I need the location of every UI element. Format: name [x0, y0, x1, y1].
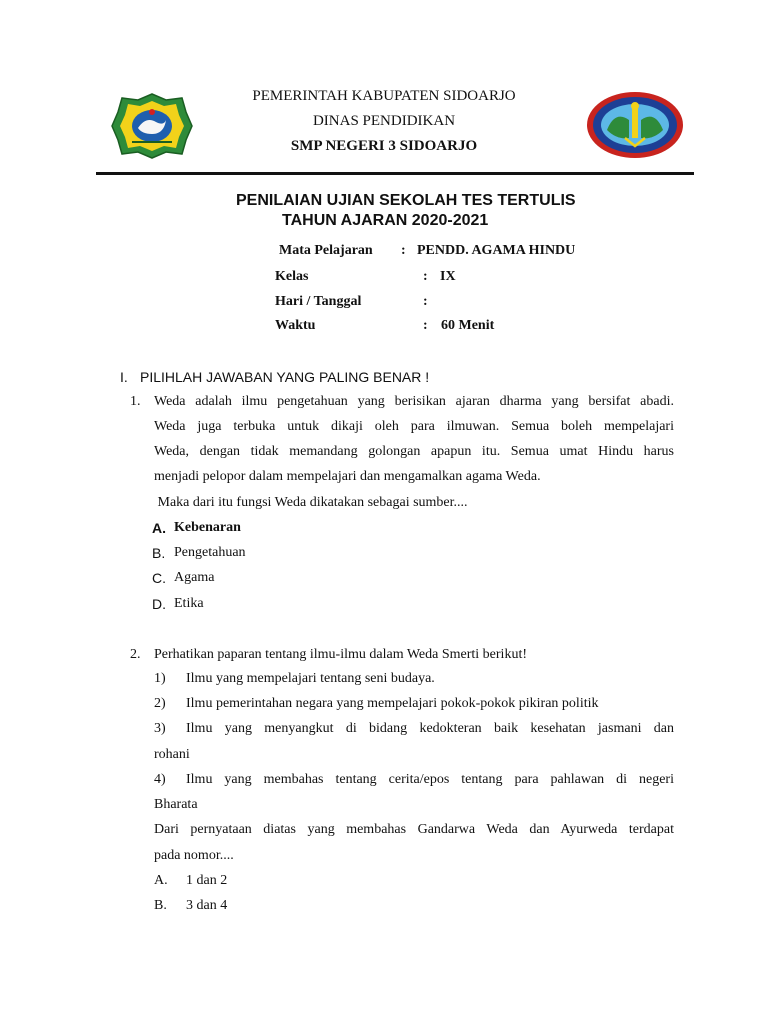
info-colon-date: :: [423, 294, 428, 309]
q1-line-1: Weda adalah ilmu pengetahuan yang berisikan ajaran dharma yang bersifat abadi.: [154, 394, 674, 409]
q1-option-b-letter[interactable]: B.: [152, 545, 166, 561]
q2-item-4-num: 4): [154, 772, 166, 787]
info-label-date: Hari / Tanggal: [275, 294, 362, 309]
q2-item-2-text: Ilmu pemerintahan negara yang mempelajari pokok-pokok pikiran politik: [186, 696, 599, 711]
sidoarjo-regency-logo: [110, 92, 194, 160]
q2-item-4-text: Ilmu yang membahas tentang cerita/epos tentang para pahlawan di negeri: [186, 772, 674, 787]
section-number: I.: [120, 369, 128, 385]
header-divider: [96, 172, 694, 175]
info-label-class: Kelas: [275, 269, 309, 284]
info-colon-subject: :: [401, 243, 406, 258]
info-label-subject: Mata Pelajaran: [279, 243, 373, 258]
q1-option-d-letter[interactable]: D.: [152, 596, 166, 612]
q1-option-c-text[interactable]: Agama: [174, 570, 215, 585]
exam-title-line-1: PENILAIAN UJIAN SEKOLAH TES TERTULIS: [236, 192, 576, 209]
header-line-1: PEMERINTAH KABUPATEN SIDOARJO: [252, 88, 516, 104]
q2-item-1-text: Ilmu yang mempelajari tentang seni budaya.: [186, 671, 435, 686]
info-value-class: IX: [440, 269, 456, 284]
info-value-subject: PENDD. AGAMA HINDU: [417, 243, 576, 258]
q2-intro: Perhatikan paparan tentang ilmu-ilmu dalam Weda Smerti berikut!: [154, 647, 528, 662]
q2-option-a-text[interactable]: 1 dan 2: [186, 873, 228, 888]
q1-option-c-letter[interactable]: C.: [152, 570, 166, 586]
q2-item-3-num: 3): [154, 721, 166, 736]
header-line-3: SMP NEGERI 3 SIDOARJO: [290, 138, 478, 154]
q1-line-2: Weda juga terbuka untuk dikaji oleh para ilmuwan. Semua boleh mempelajari: [154, 419, 674, 434]
q2-item-2-num: 2): [154, 696, 166, 711]
q2-option-b-letter[interactable]: B.: [154, 898, 167, 913]
q1-number: 1.: [130, 394, 141, 409]
q1-line-3: Weda, dengan tidak memandang golongan apapun itu. Semua umat Hindu harus: [154, 444, 674, 459]
q2-number: 2.: [130, 647, 141, 662]
header-line-2: DINAS PENDIDIKAN: [312, 113, 456, 129]
q1-line-5: Maka dari itu fungsi Weda dikatakan sebagai sumber....: [154, 495, 468, 510]
info-label-time: Waktu: [275, 318, 316, 333]
q2-item-1-num: 1): [154, 671, 166, 686]
exam-title-line-2: TAHUN AJARAN 2020-2021: [282, 212, 489, 229]
q1-option-d-text[interactable]: Etika: [174, 596, 204, 611]
section-heading: PILIHLAH JAWABAN YANG PALING BENAR !: [140, 369, 430, 385]
q2-question-line-2: pada nomor....: [154, 848, 234, 863]
q2-item-4-cont: Bharata: [154, 797, 198, 812]
q1-option-a-letter[interactable]: A.: [152, 520, 166, 536]
info-colon-class: :: [423, 269, 428, 284]
q1-line-4: menjadi pelopor dalam mempelajari dan mengamalkan agama Weda.: [154, 469, 541, 484]
q1-option-b-text[interactable]: Pengetahuan: [174, 545, 246, 560]
q2-question-line-1: Dari pernyataan diatas yang membahas Gandarwa Weda dan Ayurweda terdapat: [154, 822, 674, 837]
q2-item-3-cont: rohani: [154, 747, 190, 762]
q2-option-a-letter[interactable]: A.: [154, 873, 168, 888]
q1-option-a-text[interactable]: Kebenaran: [174, 520, 241, 535]
q2-option-b-text[interactable]: 3 dan 4: [186, 898, 228, 913]
q2-item-3-text: Ilmu yang menyangkut di bidang kedokteran baik kesehatan jasmani dan: [186, 721, 674, 736]
info-value-time: 60 Menit: [441, 318, 495, 333]
info-colon-time: :: [423, 318, 428, 333]
smp-negeri-3-logo: [585, 90, 685, 160]
